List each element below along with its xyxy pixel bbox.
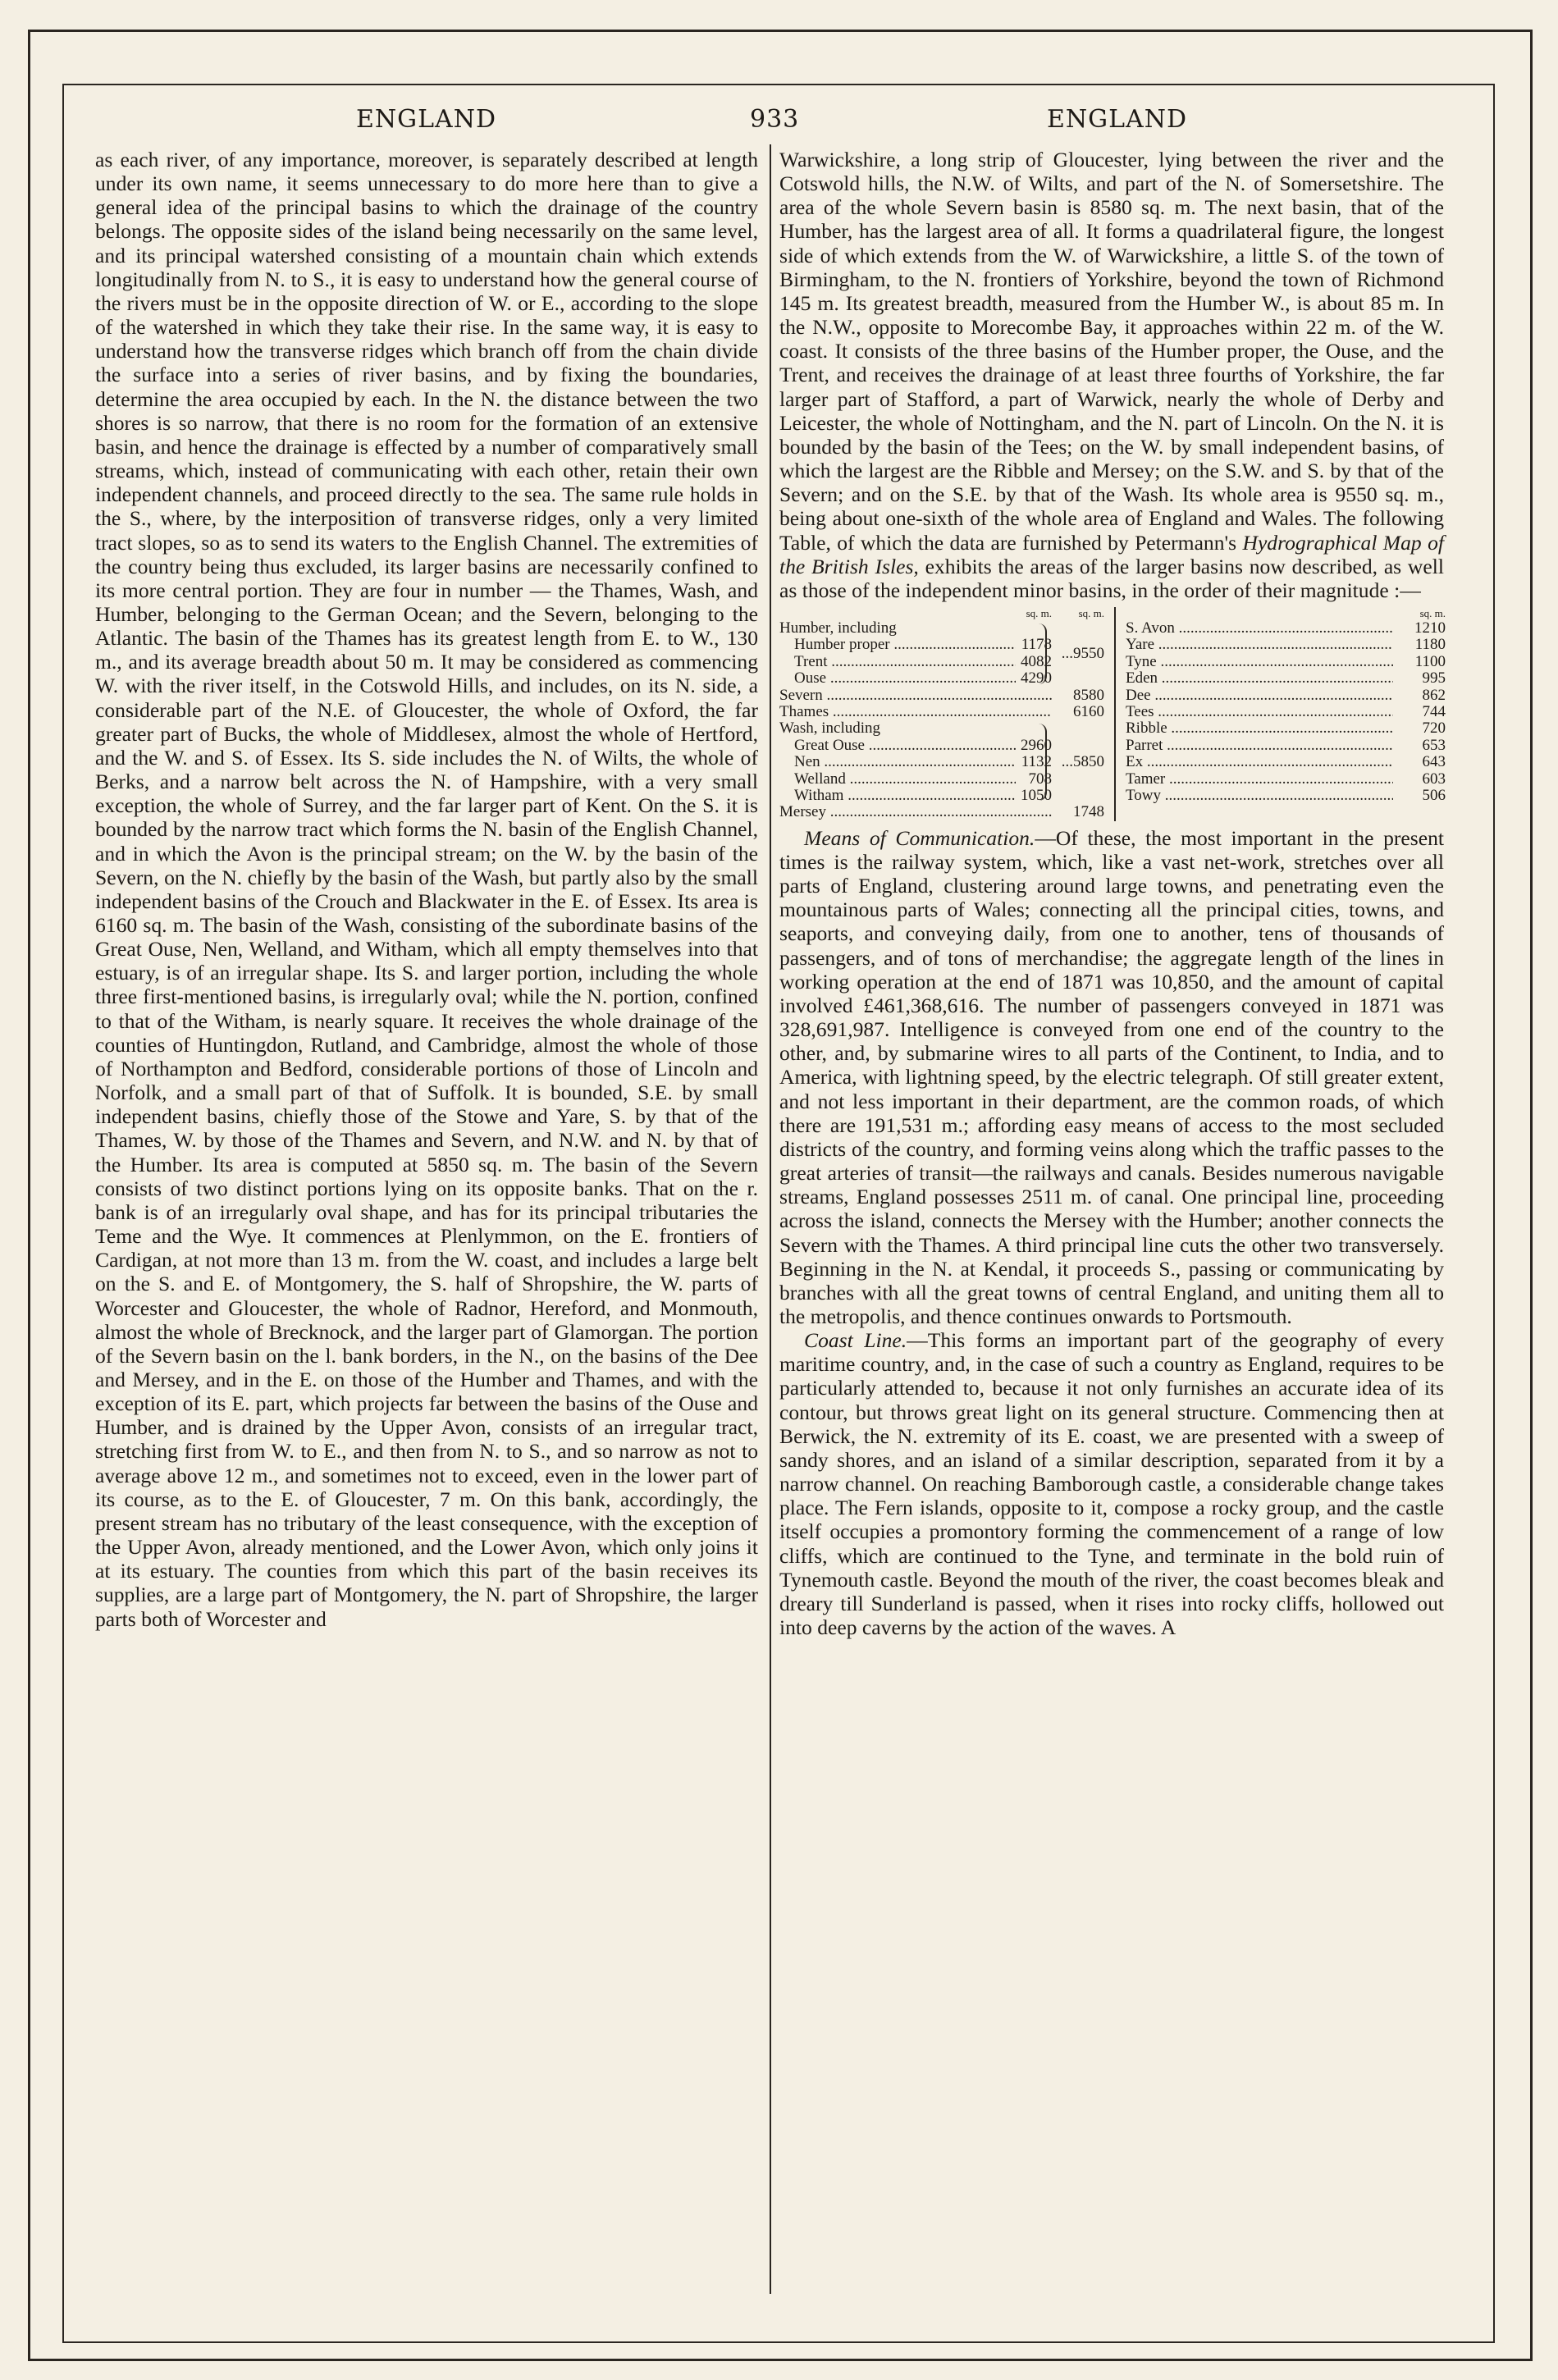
humber-paragraph (779, 148, 1444, 602)
table-row: Thames ..... 6160 (779, 704, 1104, 720)
table-row (779, 620, 1104, 637)
table-row (779, 720, 1104, 737)
group-total: ...9550 (1061, 644, 1104, 662)
section-heading: Means of Communication. (804, 825, 1035, 850)
table-row: Eden ..... 995 (1126, 670, 1446, 687)
page-number: 933 (750, 105, 800, 134)
brace (1039, 724, 1047, 801)
petermann-map-title: Hydrographical Map of the British Isles, (779, 530, 1444, 578)
coast-text: —This forms an important part of the geography of every maritime country, and, in the case of such a country as England, requires to be particularly attended to, because it not only furnishes an accurate idea of its contour, but throws great light on its general structure. Commencing then at Berwick, the N. extremity of its E. coast, we are presented with a sweep of sandy shores, and an island of a similar description, separated from it by a narrow channel. On reaching Bamborough castle, a considerable change takes place. The Fern islands, opposite to it, compose a rocky group, and the castle itself occupies a promontory forming the commencement of a range of low cliffs, which are continued to the Tyne, and terminate in the bold ruin of Tynemouth castle. Beyond the mouth of the river, the coast becomes bleak and dreary till Sunderland is passed, when it rises into rocky cliffs, hollowed out into deep caverns by the action of the waves. A (779, 1328, 1444, 1639)
group-label: Wash, including (779, 720, 881, 738)
table-row: Severn ..... 8580 (779, 688, 1104, 704)
humber-group (779, 620, 1104, 688)
table-row: Towy ..... 506 (1126, 788, 1446, 804)
table-row: Tees ..... 744 (1126, 704, 1446, 720)
section-heading: Coast Line. (804, 1328, 907, 1353)
brace (1039, 624, 1047, 684)
table-row: Welland ..... 708 (779, 771, 1104, 788)
table-row: Parret ..... 653 (1126, 738, 1446, 754)
group-total: ...5850 (1061, 753, 1104, 771)
unit-label-sub: sq. m. (1026, 606, 1052, 619)
group-label: Humber, including (779, 619, 897, 637)
table-header (779, 607, 1104, 620)
coast-line-paragraph (779, 1328, 1444, 1639)
table-row: Ex ..... 643 (1126, 754, 1446, 770)
table-row: S. Avon ..... 1210 (1126, 620, 1446, 637)
table-row: Yare ..... 1180 (1126, 637, 1446, 653)
humber-text: Warwickshire, a long strip of Gloucester, lying between the river and the Cotswold hills, the N.W. of Wilts, and part of the N. of Somersetshire. The area of the whole Severn basin is 8580 sq. m. The next basin, that of the Humber, has the largest area of all. It forms a quadrilateral figure, the longest side of which extends from the W. of Warwickshire, a little S. of the town of Birmingham, to the N. frontiers of Yorkshire, beyond the town of Richmond 145 m. Its greatest breadth, measured from the Humber W., is about 85 m. In the N.W., opposite to Morecombe Bay, it approaches within 22 m. of the W. coast. It consists of the three basins of the Humber proper, the Ouse, and the Trent, and receives the drainage of at least three fourths of Yorkshire, the far larger part of Stafford, a part of Warwick, nearly the whole of Derby and Leicester, the whole of Nottingham, and the N. part of Lincoln. On the N. it is bounded by the basin of the Tees; on the W. by small independent basins, of which the largest are the Ribble and Mersey; on the S.W. and S. by that of the Severn; and on the S.E. by that of the Wash. Its whole area is 9550 sq. m., being about one-sixth of the whole area of England and Wales. The following Table, of which the data are furnished by Petermann's (779, 148, 1444, 555)
table-header (1126, 607, 1446, 620)
table-row: Trent ..... 4082 (779, 654, 1104, 670)
wash-group (779, 720, 1104, 804)
table-row: Ribble ..... 720 (1126, 720, 1446, 737)
column-divider (770, 144, 771, 2294)
table-row: Witham ..... 1050 (779, 788, 1104, 804)
running-head (62, 105, 1492, 138)
table-row: Tyne ..... 1100 (1126, 654, 1446, 670)
table-row: Mersey ..... 1748 (779, 804, 1104, 820)
table-row: Nen ..... 1132 (779, 754, 1104, 770)
table-row: Ouse ..... 4290 (779, 670, 1104, 687)
table-row: Tamer ..... 603 (1126, 771, 1446, 788)
left-column (95, 148, 758, 1631)
running-head-right: ENGLAND (1047, 105, 1188, 134)
rivers-paragraph: as each river, of any importance, moreover, is separately described at length under its own name, it seems unnecessary to do more here than to give a general idea of the principal basins to which the drainage of the country belongs. The opposite sides of the island being necessarily on the same level, and its principal watershed consisting of a mountain chain which extends longitudinally from N. to S., it is easy to understand how the general course of the rivers must be in the opposite direction of W. or E., according to the slope of the watershed in which they take their rise. In the same way, it is easy to understand how the transverse ridges which branch off from the chain divide the surface into a series of river basins, and by fixing the boundaries, determine the area occupied by each. In the N. the distance between the two shores is so narrow, that there is no room for the formation of an extensive basin, and hence the drainage is effected by a number of comparatively small streams, which, instead of communicating with each other, retain their own independent channels, and proceed directly to the sea. The same rule holds in the S., where, by the interposition of transverse ridges, only a very limited tract slopes, so as to send its waters to the English Channel. The extremities of the country being thus excluded, its larger basins are necessarily confined to its more central portion. They are four in number — the Thames, Wash, and Humber, belonging to the German Ocean; and the Severn, belonging to the Atlantic. The basin of the Thames has its greatest length from E. to W., 130 m., and its average breadth about 50 m. It may be considered as commencing W. with the river itself, in the Cotswold Hills, and includes, on its N. side, a considerable part of the N.E. of Gloucester, the whole of Oxford, the far greater part of Bucks, the whole of Middlesex, almost the whole of Hertford, and the W. and S. of Essex. Its S. side includes the N. of Wilts, the whole of Berks, and a narrow belt across the N. of Hampshire, with a very small exception, the whole of Surrey, and the far larger part of Kent. On the S. it is bounded by the narrow tract which forms the N. basin of the English Channel, and in which the Avon is the principal stream; on the W. by the basin of the Severn, on the N. chiefly by the basin of the Wash, but partly also by the small independent basins of the Crouch and Blackwater in the E. of Essex. Its area is 6160 sq. m. The basin of the Wash, consisting of the subordinate basins of the Great Ouse, Nen, Welland, and Witham, which all empty themselves into that estuary, is of an irregular shape. Its S. and larger portion, including the whole three first-mentioned basins, is irregularly oval; while the N. portion, confined to that of the Witham, is nearly square. It receives the whole drainage of the counties of Huntingdon, Rutland, and Cambridge, almost the whole of those of Northampton and Bedford, considerable portions of those of Lincoln and Norfolk, and a small part of that of Suffolk. It is bounded, S.E. by small independent basins, chiefly those of the Stowe and Yare, S. by that of the Thames, W. by those of the Thames and Severn, and N.W. and N. by that of the Humber. Its area is computed at 5850 sq. m. The basin of the Severn consists of two distinct portions lying on its opposite banks. That on the r. bank is of an irregularly oval shape, and has for its principal tributaries the Teme and the Wye. It commences at Plenlymmon, on the E. frontiers of Cardigan, at not more than 13 m. from the W. coast, and includes a large belt on the S. and E. of Montgomery, the S. half of Shropshire, the W. parts of Worcester and Gloucester, the whole of Radnor, Hereford, and Monmouth, almost the whole of Brecknock, and the larger part of Glamorgan. The portion of the Severn basin on the l. bank borders, in the N., on the basins of the Dee and Mersey, and in the E. on those of the Humber and Thames, and with the exception of its E. part, which projects far between the basins of the Ouse and Humber, and is drained by the Upper Avon, consists of an irregular tract, stretching first from W. to E., and then from N. to S., and so narrow as not to average above 12 m., and sometimes not to exceed, even in the lower part of its course, as to the E. of Gloucester, 7 m. On this bank, accordingly, the present stream has no tributary of the least consequence, with the exception of the Upper Avon, already mentioned, and the Lower Avon, which only joins it at its estuary. The counties from which this part of the basin receives its supplies, are a large part of Montgomery, the N. part of Shropshire, the larger parts both of Worcester and (95, 148, 758, 1631)
humber-text-end: exhibits the areas of the larger basins now described, as well as those of the independent minor basins, in the order of their magnitude :— (779, 554, 1444, 602)
table-row: Great Ouse ..... 2960 (779, 738, 1104, 754)
table-row: Dee ..... 862 (1126, 688, 1446, 704)
means-text: —Of these, the most important in the present times is the railway system, which, like a vast net-work, stretches over all parts of England, clustering around large towns, and penetrating even the mountainous parts of Wales; connecting all the principal cities, towns, and seaports, and conveying daily, from one to another, tens of thousands of passengers, and of tons of merchandise; the aggregate length of the lines in working operation at the end of 1871 was 10,850, and the amount of capital involved £461,368,616. The number of passengers conveyed in 1871 was 328,691,987. Intelligence is conveyed from one end of the country to the other, and, by submarine wires to all parts of the Continent, to India, and to America, with lightning speed, by the electric telegraph. Of still greater extent, and not less important in their department, are the common roads, of which there are 191,531 m.; affording easy means of access to the most secluded districts of the country, and forming veins along which the traffic passes to the great arteries of transit—the railways and canals. Besides numerous navigable streams, England possesses 2511 m. of canal. One principal line, proceeding across the island, connects the Mersey with the Humber; another connects the Severn with the Thames. A third principal line cuts the other two transversely. Beginning in the N. at Kendal, it proceeds S., passing or communicating by branches with all the great towns of central England, and uniting them all to the metropolis, and thence continues onwards to Portsmouth. (779, 825, 1444, 1328)
unit-label: sq. m. (1419, 606, 1446, 619)
basin-table-right (1116, 607, 1446, 821)
unit-label-total: sq. m. (1078, 606, 1104, 619)
running-head-left: ENGLAND (356, 105, 497, 134)
basin-table-left (779, 607, 1116, 821)
right-column (779, 148, 1444, 1639)
basin-area-table (779, 607, 1444, 821)
means-of-communication-paragraph (779, 826, 1444, 1328)
table-row: Humber proper ..... 1178 (779, 637, 1104, 653)
